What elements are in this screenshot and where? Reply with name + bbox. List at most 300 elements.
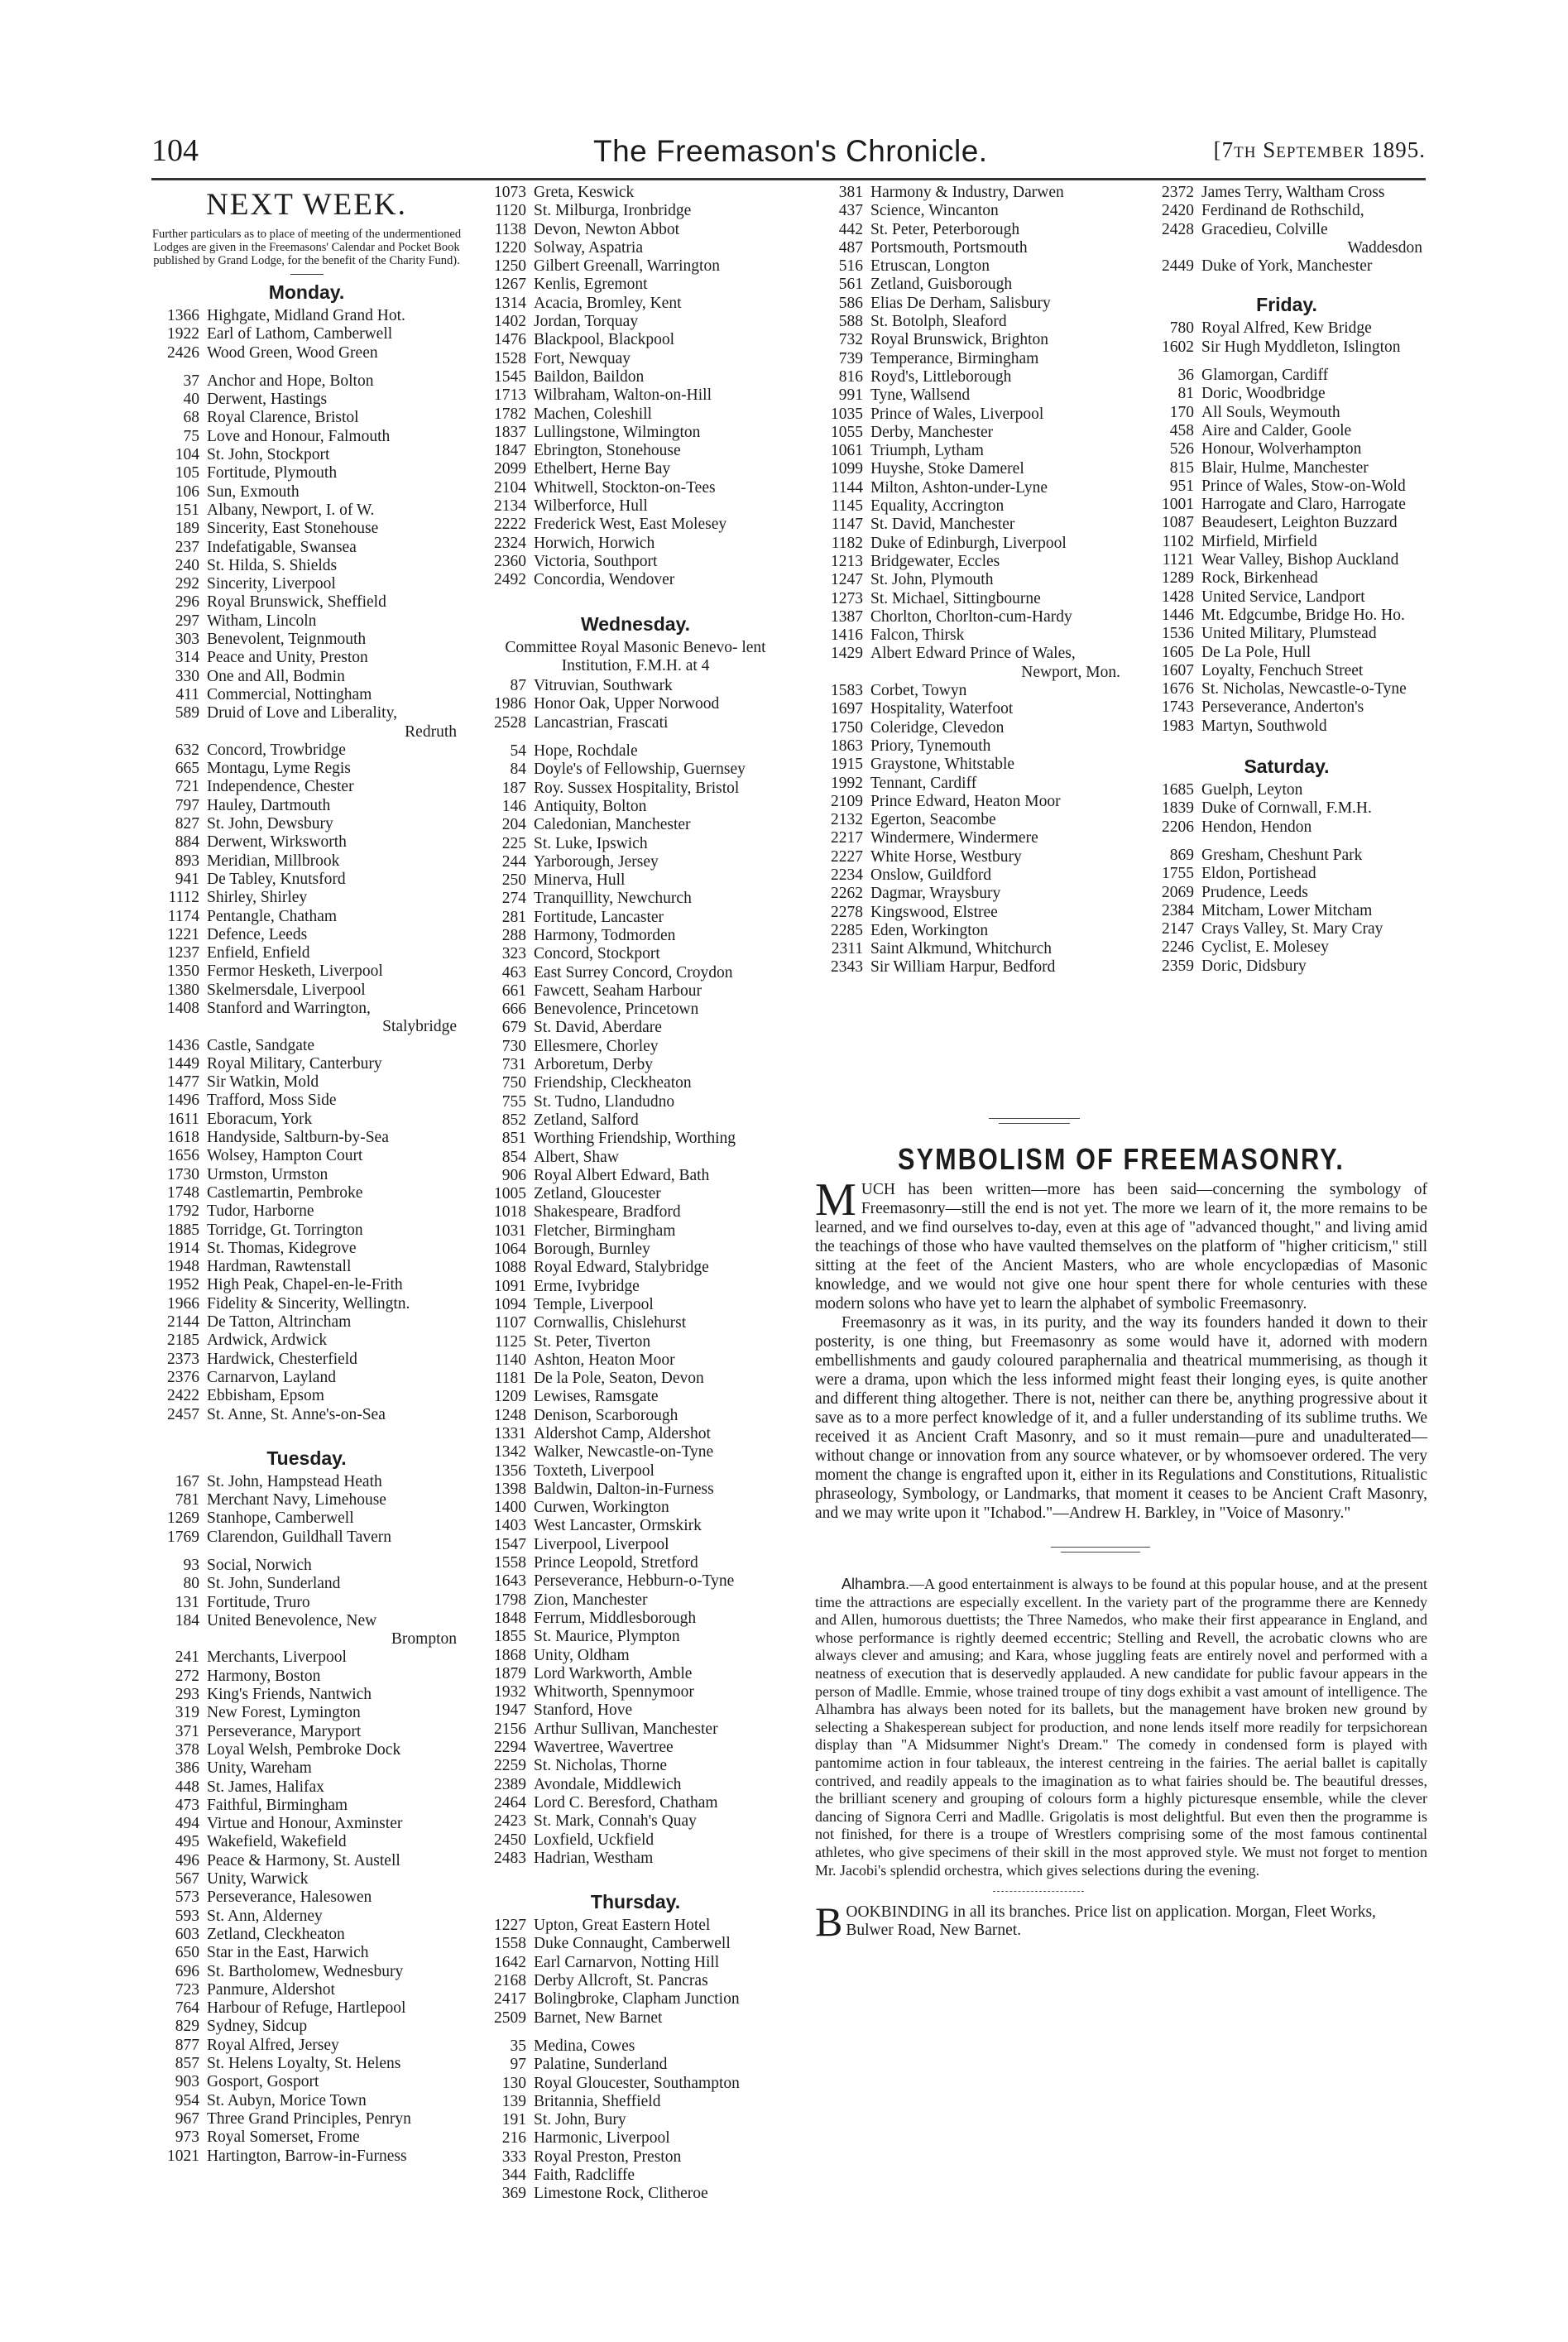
lodge-entry	[151, 723, 462, 741]
lodge-number: 1868	[494, 1646, 526, 1664]
lodge-name: United Service, Landport	[1201, 588, 1365, 606]
lodge-number: 1402	[494, 313, 526, 331]
lodge-number: 650	[175, 1944, 199, 1962]
lodge-number: 526	[1169, 440, 1194, 458]
lodge-entry	[151, 1509, 462, 1528]
lodge-number: 1618	[167, 1129, 199, 1147]
lodge-number: 1697	[831, 700, 863, 718]
lodge-name: St. John, Stockport	[207, 446, 330, 464]
lodge-entry	[478, 2037, 793, 2056]
lodge-entry	[1146, 239, 1427, 257]
lodge-number: 2206	[1162, 818, 1194, 836]
lodge-entry	[151, 1649, 462, 1667]
lodge-name: Unity, Wareham	[207, 1759, 312, 1778]
lodge-name: Merchant Navy, Limehouse	[207, 1491, 386, 1509]
lodge-name: Portsmouth, Portsmouth	[870, 238, 1028, 257]
lodge-number: 386	[175, 1759, 199, 1778]
lodge-name: All Souls, Weymouth	[1201, 403, 1340, 421]
lodge-name: Hardwick, Chesterfield	[207, 1350, 357, 1368]
lodge-number: 1273	[831, 589, 863, 607]
lodge-number: 151	[175, 501, 199, 519]
lodge-entry	[151, 409, 462, 427]
lodge-name: Priory, Tynemouth	[870, 737, 991, 755]
lodge-name: King's Friends, Nantwich	[207, 1686, 372, 1704]
lodge-number: 1952	[167, 1276, 199, 1294]
lodge-number: 496	[175, 1851, 199, 1869]
publication-title: The Freemason's Chronicle.	[593, 134, 988, 168]
lodge-number: 1528	[494, 349, 526, 367]
lodge-entry	[478, 1917, 793, 1935]
lodge-entry	[478, 1647, 793, 1665]
lodge-name: Victoria, Southport	[534, 552, 658, 570]
lodge-entry	[815, 793, 1125, 811]
lodge-entry	[151, 1944, 462, 1962]
lodge-name: Science, Wincanton	[870, 202, 999, 220]
lodge-entry	[478, 553, 793, 571]
lodge-entry	[151, 464, 462, 482]
lodge-entry	[151, 871, 462, 889]
lodge-name: Montagu, Lyme Regis	[207, 760, 351, 778]
lodge-entry	[478, 1314, 793, 1332]
lodge-entry	[1146, 221, 1427, 239]
lodge-number: 2384	[1162, 901, 1194, 919]
lodge-number: 81	[1177, 385, 1194, 403]
lodge-number: 1001	[1162, 496, 1194, 514]
lodge-name: Hardman, Rawtenstall	[207, 1258, 352, 1276]
lodge-number: 1915	[831, 756, 863, 774]
lodge-name: Wakefield, Wakefield	[207, 1833, 347, 1851]
lodge-name: Curwen, Workington	[534, 1499, 669, 1517]
lodge-entry	[478, 1831, 793, 1850]
lodge-name: St. Peter, Peterborough	[870, 220, 1020, 238]
lodge-number: 1769	[167, 1528, 199, 1546]
lodge-entry	[151, 815, 462, 833]
lodge-number: 2168	[494, 1972, 526, 1990]
lodge-number: 1387	[831, 607, 863, 626]
lodge-name: St. Tudno, Llandudno	[534, 1092, 675, 1111]
lodge-entry	[478, 1591, 793, 1610]
lodge-entry	[815, 442, 1125, 460]
lodge-name: Machen, Coleshill	[534, 405, 652, 423]
lodge-number: 516	[838, 257, 863, 276]
lodge-entry	[478, 816, 793, 834]
article-paragraph-2: Freemasonry as it was, in its purity, and the way its founders handed it down to their posterity, is one thing, but Freemasonry as some would have it, adorned with modern embellishments and gaudy coloured paraphernalia and theatrical mummerising, as though it were a drama, upon which the less informed might feast their longing eyes, is quite another and different thing altogether. There is not, neither can there be, anything progressive about it save as to a more perfect knowledge of it, and a fuller understanding of its sublime truths. We received it as Ancient Craft Masonry, and so it must remain—pure and unadulterated—without change or innovation from any source whatever, or by whomsoever ordered. The very moment the change is engrafted upon it, either in its Regulations and Constitutions, Ritualistic phraseology, Symbology, or Landmarks, that moment it ceases to be Ancient Craft Masonry, and we may write upon it "Ichabod."—Andrew H. Barkley, in "Voice of Masonry."	[815, 1314, 1427, 1522]
lodge-name: Loyal Welsh, Pembroke Dock	[207, 1740, 401, 1759]
lodge-name: Eldon, Portishead	[1201, 865, 1316, 883]
lodge-entry	[478, 460, 793, 478]
lodge-name: Ellesmere, Chorley	[534, 1037, 659, 1055]
lodge-name: Merchants, Liverpool	[207, 1649, 347, 1667]
lodge-entry	[151, 1547, 462, 1557]
lodge-number: 877	[175, 2036, 199, 2054]
lodge-name: Corbet, Towyn	[870, 682, 967, 700]
lodge-entry	[478, 1462, 793, 1481]
lodge-number: 1643	[494, 1572, 526, 1591]
lodge-name: Earl Carnarvon, Notting Hill	[534, 1953, 720, 1971]
lodge-name: White Horse, Westbury	[870, 847, 1022, 866]
thursday-continued-list-2	[1146, 184, 1427, 276]
lodge-entry	[1146, 884, 1427, 902]
lodge-entry	[1146, 202, 1427, 220]
lodge-entry	[815, 460, 1125, 478]
lodge-name: Devon, Newton Abbot	[534, 220, 680, 238]
lodge-number: 1147	[831, 516, 863, 534]
lodge-name: Medina, Cowes	[534, 2037, 635, 2055]
lodge-name: United Military, Plumstead	[1201, 625, 1377, 643]
lodge-entry	[1146, 957, 1427, 976]
lodge-number: 54	[510, 742, 526, 761]
lodge-entry	[478, 2111, 793, 2129]
lodge-entry	[151, 325, 462, 343]
lodge-name: Hope, Rochdale	[534, 742, 638, 761]
lodge-number: 1863	[831, 737, 863, 755]
lodge-entry	[151, 1387, 462, 1405]
lodge-entry	[151, 962, 462, 981]
lodge-entry	[815, 737, 1125, 756]
lodge-number: 2423	[494, 1812, 526, 1831]
lodge-number: 1073	[494, 184, 526, 201]
lodge-number: 723	[175, 1980, 199, 1999]
lodge-name: West Lancaster, Ormskirk	[534, 1517, 702, 1535]
lodge-number: 1174	[167, 907, 199, 925]
lodge-entry	[478, 368, 793, 386]
lodge-entry	[151, 1037, 462, 1055]
lodge-name: St. Anne, St. Anne's-on-Sea	[207, 1405, 386, 1423]
lodge-name: Fawcett, Seaham Harbour	[534, 981, 702, 1000]
lodge-number: 274	[501, 890, 526, 908]
lodge-number: 40	[183, 391, 199, 409]
page-number: 104	[151, 133, 199, 168]
lodge-name: St. Ann, Alderney	[207, 1907, 323, 1925]
lodge-name: Prince Edward, Heaton Moor	[870, 792, 1061, 810]
lodge-number: 1248	[494, 1406, 526, 1424]
lodge-name: Royal Clarence, Bristol	[207, 409, 359, 427]
lodge-name: Harbour of Refuge, Hartlepool	[207, 1999, 406, 2018]
lodge-number: 170	[1169, 403, 1194, 421]
lodge-entry	[151, 1999, 462, 2018]
lodge-name: St. Aubyn, Morice Town	[207, 2091, 367, 2109]
lodge-number: 495	[175, 1833, 199, 1851]
lodge-entry	[478, 571, 793, 589]
lodge-number: 586	[838, 294, 863, 312]
lodge-entry	[478, 761, 793, 779]
lodge-name: St. Botolph, Sleaford	[870, 313, 1007, 331]
divider	[993, 1891, 1084, 1892]
lodge-entry	[815, 885, 1125, 903]
lodge-name: Liverpool, Liverpool	[534, 1535, 669, 1553]
lodge-entry	[1146, 847, 1427, 865]
lodge-entry	[478, 1701, 793, 1720]
lodge-entry	[478, 982, 793, 1001]
lodge-entry	[478, 1721, 793, 1739]
lodge-number: 1091	[494, 1277, 526, 1295]
lodge-number: 1948	[167, 1258, 199, 1276]
lodge-name: Blair, Hulme, Manchester	[1201, 458, 1369, 477]
lodge-number: 1713	[494, 386, 526, 405]
lodge-number: 314	[175, 649, 199, 667]
lodge-name: Unity, Oldham	[534, 1646, 630, 1664]
lodge-number: 1947	[494, 1701, 526, 1720]
lodge-number: 755	[501, 1092, 526, 1111]
lodge-name: Friendship, Cleckheaton	[534, 1074, 692, 1092]
lodge-number: 225	[501, 834, 526, 852]
lodge-number: 191	[501, 2111, 526, 2129]
saturday-heading: Saturday.	[1244, 756, 1330, 778]
lodge-number: 1436	[167, 1036, 199, 1054]
lodge-number: 1247	[831, 571, 863, 589]
lodge-name: Wear Valley, Bishop Auckland	[1201, 551, 1399, 569]
lodge-entry	[1146, 938, 1427, 957]
lodge-entry	[478, 239, 793, 257]
lodge-name: Derby Allcroft, St. Pancras	[534, 1972, 708, 1990]
lodge-entry	[151, 833, 462, 852]
lodge-name: Equality, Accrington	[870, 497, 1005, 516]
lodge-name: Faithful, Birmingham	[207, 1796, 348, 1814]
lodge-entry	[815, 276, 1125, 294]
lodge-name: Harmony, Todmorden	[534, 926, 676, 944]
lodge-name: Fort, Newquay	[534, 349, 631, 367]
lodge-number: 1213	[831, 552, 863, 570]
lodge-name: Prince Leopold, Stretford	[534, 1554, 698, 1572]
lodge-name: Mt. Edgcumbe, Bridge Ho. Ho.	[1201, 606, 1405, 624]
lodge-name: Borough, Burnley	[534, 1241, 650, 1259]
lodge-number: 1428	[1162, 588, 1194, 606]
lodge-name: Kingswood, Elstree	[870, 903, 998, 921]
lodge-number: 330	[175, 667, 199, 685]
lodge-number: 852	[501, 1111, 526, 1129]
lodge-name: St. David, Aberdare	[534, 1019, 662, 1037]
lodge-name: Sir Watkin, Mold	[207, 1073, 319, 1092]
lodge-entry	[478, 1443, 793, 1461]
lodge-name: Fortitude, Lancaster	[534, 908, 664, 926]
lodge-number: 1983	[1162, 717, 1194, 735]
lodge-entry	[151, 1295, 462, 1313]
lodge-entry	[478, 1259, 793, 1277]
thursday-list	[478, 1917, 793, 2203]
lodge-number: 463	[501, 963, 526, 981]
lodge-number: 303	[175, 631, 199, 649]
lodge-name: Prince of Wales, Stow-on-Wold	[1201, 477, 1406, 495]
lodge-entry	[478, 1739, 793, 1757]
lodge-name: Royal Albert Edward, Bath	[534, 1166, 710, 1184]
lodge-name: Tudor, Harborne	[207, 1202, 314, 1221]
lodge-entry	[151, 1778, 462, 1797]
lodge-number: 1145	[831, 497, 863, 516]
lodge-number: 2428	[1162, 220, 1194, 238]
lodge-name: Coleridge, Clevedon	[870, 718, 1005, 737]
lodge-number: 764	[175, 1999, 199, 2018]
lodge-entry	[478, 1572, 793, 1591]
lodge-entry	[815, 221, 1125, 239]
lodge-entry	[151, 1147, 462, 1165]
lodge-name: Fortitude, Truro	[207, 1593, 310, 1611]
lodge-entry	[151, 575, 462, 593]
lodge-entry	[151, 1557, 462, 1575]
lodge-number: 967	[175, 2109, 199, 2128]
lodge-name: Britannia, Sheffield	[534, 2092, 661, 2110]
lodge-entry	[151, 1870, 462, 1888]
lodge-entry	[151, 1686, 462, 1704]
lodge-entry	[478, 1794, 793, 1812]
lodge-number: 1605	[1162, 643, 1194, 661]
lodge-entry	[1146, 422, 1427, 440]
lodge-number: 216	[501, 2129, 526, 2148]
lodge-number: 1446	[1162, 606, 1194, 624]
lodge-number: 2359	[1162, 957, 1194, 975]
lodge-number: 131	[175, 1593, 199, 1611]
lodge-number: 1642	[494, 1953, 526, 1971]
lodge-entry	[1146, 551, 1427, 569]
lodge-entry	[151, 1797, 462, 1815]
lodge-name: Saint Alkmund, Whitchurch	[870, 940, 1052, 958]
lodge-number: 2234	[831, 866, 863, 884]
lodge-name: Peace & Harmony, St. Austell	[207, 1851, 400, 1869]
lodge-number: 666	[501, 1001, 526, 1019]
lodge-name: Guelph, Leyton	[1201, 781, 1303, 799]
lodge-name: Baldwin, Dalton-in-Furness	[534, 1480, 714, 1498]
lodge-number: 104	[175, 446, 199, 464]
lodge-entry	[151, 1202, 462, 1221]
lodge-number: 244	[501, 852, 526, 871]
lodge-number: 1005	[494, 1185, 526, 1203]
lodge-number: 371	[175, 1722, 199, 1740]
lodge-number: 344	[501, 2166, 526, 2184]
lodge-number: 2417	[494, 1990, 526, 2008]
lodge-name: Social, Norwich	[207, 1557, 312, 1574]
lodge-name: Ferrum, Middlesborough	[534, 1609, 697, 1627]
lodge-name: Palatine, Sunderland	[534, 2056, 668, 2074]
lodge-entry	[478, 1167, 793, 1185]
lodge-number: 292	[175, 575, 199, 593]
lodge-entry	[1146, 625, 1427, 643]
lodge-entry	[151, 1129, 462, 1147]
lodge-number: 146	[501, 797, 526, 815]
lodge-entry	[478, 1850, 793, 1868]
lodge-entry	[815, 940, 1125, 958]
lodge-number: 2373	[167, 1350, 199, 1368]
lodge-name: De la Pole, Seaton, Devon	[534, 1370, 704, 1388]
lodge-name: Caledonian, Manchester	[534, 816, 691, 834]
lodge-number: 1144	[831, 478, 863, 497]
lodge-number: 381	[838, 184, 863, 201]
lodge-name: Martyn, Southwold	[1201, 717, 1327, 735]
lodge-name: Royal Brunswick, Sheffield	[207, 593, 386, 612]
lodge-name: Love and Honour, Falmouth	[207, 427, 391, 445]
lodge-entry	[1146, 319, 1427, 338]
lodge-number: 730	[501, 1037, 526, 1055]
lodge-entry	[815, 829, 1125, 847]
lodge-entry	[478, 1990, 793, 2008]
lodge-entry	[151, 797, 462, 815]
lodge-entry	[151, 1221, 462, 1240]
lodge-number: 2426	[167, 343, 199, 362]
lodge-name: Yarborough, Jersey	[534, 852, 659, 871]
lodge-name: Triumph, Lytham	[870, 442, 984, 460]
lodge-number: 2464	[494, 1793, 526, 1812]
lodge-number: 2217	[831, 829, 863, 847]
lodge-number: 696	[175, 1962, 199, 1980]
lodge-name: Toxteth, Liverpool	[534, 1461, 655, 1480]
lodge-number: 2509	[494, 2008, 526, 2027]
lodge-name: Wavertree, Wavertree	[534, 1739, 674, 1757]
lodge-number: 1885	[167, 1221, 199, 1239]
lodge-entry	[151, 612, 462, 631]
lodge-entry	[151, 1594, 462, 1612]
lodge-entry	[1146, 478, 1427, 496]
lodge-entry	[151, 926, 462, 944]
lodge-entry	[151, 1668, 462, 1686]
lodge-number: 1138	[494, 220, 526, 238]
lodge-name: United Benevolence, New	[207, 1611, 377, 1629]
lodge-name: St. Thomas, Kidegrove	[207, 1239, 357, 1257]
lodge-number: 1107	[494, 1314, 526, 1332]
lodge-entry	[478, 350, 793, 368]
lodge-number: 1018	[494, 1203, 526, 1221]
friday-list	[1146, 319, 1427, 736]
lodge-name: Lancastrian, Frascati	[534, 713, 669, 732]
lodge-entry	[478, 835, 793, 853]
lodge-entry	[478, 184, 793, 202]
lodge-number: 829	[175, 2018, 199, 2036]
lodge-name: Enfield, Enfield	[207, 944, 310, 962]
lodge-name: Sir William Harpur, Bedford	[870, 958, 1056, 977]
lodge-entry	[478, 1610, 793, 1628]
lodge-number: 1755	[1162, 865, 1194, 883]
lodge-entry	[1146, 698, 1427, 717]
lodge-entry	[478, 1222, 793, 1241]
lodge-entry	[815, 719, 1125, 737]
lodge-number: 1221	[167, 925, 199, 943]
lodge-entry	[1146, 799, 1427, 818]
lodge-number: 105	[175, 464, 199, 482]
lodge-number: 857	[175, 2055, 199, 2073]
lodge-entry	[151, 1852, 462, 1870]
lodge-name: Avondale, Middlewich	[534, 1775, 682, 1793]
lodge-name: Ardwick, Ardwick	[207, 1332, 328, 1350]
lodge-number: 1035	[831, 405, 863, 423]
lodge-number: 2185	[167, 1332, 199, 1350]
lodge-entry	[151, 668, 462, 686]
lodge-entry	[151, 1313, 462, 1332]
lodge-entry	[151, 520, 462, 538]
lodge-number: 1356	[494, 1461, 526, 1480]
lodge-entry	[1146, 357, 1427, 367]
lodge-number: 1220	[494, 238, 526, 257]
lodge-name: Hospitality, Waterfoot	[870, 700, 1014, 718]
lodge-entry	[1146, 257, 1427, 276]
ornament-divider	[989, 1116, 1080, 1127]
lodge-number: 815	[1169, 458, 1194, 477]
lodge-entry	[478, 257, 793, 276]
lodge-name: Dagmar, Wraysbury	[870, 885, 1001, 903]
lodge-number: 1914	[167, 1239, 199, 1257]
lodge-name: Harmony, Boston	[207, 1667, 321, 1685]
lodge-name: St. Bartholomew, Wednesbury	[207, 1962, 404, 1980]
lodge-number: 1289	[1162, 569, 1194, 588]
lodge-entry	[815, 571, 1125, 589]
lodge-name: Wolsey, Hampton Court	[207, 1147, 363, 1165]
lodge-entry	[1146, 818, 1427, 837]
lodge-entry	[478, 1185, 793, 1203]
lodge-number: 561	[838, 276, 863, 294]
lodge-name: Perseverance, Anderton's	[1201, 698, 1364, 717]
lodge-number: 448	[175, 1778, 199, 1796]
lodge-number: 1986	[494, 695, 526, 713]
lodge-entry	[151, 1092, 462, 1110]
lodge-name: Shirley, Shirley	[207, 889, 308, 907]
lodge-name: Trafford, Moss Side	[207, 1092, 337, 1110]
lodge-entry	[478, 1388, 793, 1406]
